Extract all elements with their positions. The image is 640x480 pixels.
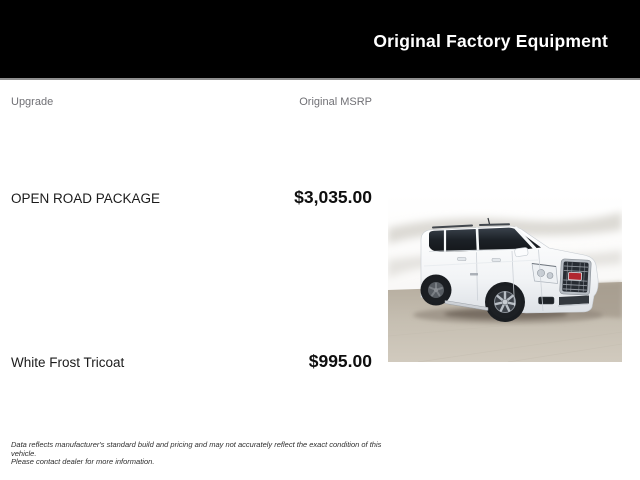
upgrade-column-label: Upgrade (11, 96, 54, 108)
equipment-name: OPEN ROAD PACKAGE (11, 191, 161, 206)
equipment-price: $995.00 (308, 351, 372, 371)
disclaimer (11, 441, 391, 467)
msrp-column-label: Original MSRP (299, 96, 372, 108)
column-headers (0, 96, 372, 110)
vehicle-illustration (388, 194, 622, 362)
equipment-row-white-frost-tricoat (0, 351, 372, 372)
disclaimer-line-2: Please contact dealer for more information. (11, 457, 155, 466)
disclaimer-line-1: Data reflects manufacturer's standard build and pricing and may not accurately reflect the exact condition of this vehicle. (11, 440, 382, 458)
header-band (0, 0, 640, 80)
equipment-name: White Frost Tricoat (11, 355, 125, 370)
vehicle-photo (388, 194, 622, 362)
page-title: Original Factory Equipment (373, 30, 608, 51)
equipment-price: $3,035.00 (294, 187, 372, 207)
equipment-row-open-road-package (0, 187, 372, 208)
